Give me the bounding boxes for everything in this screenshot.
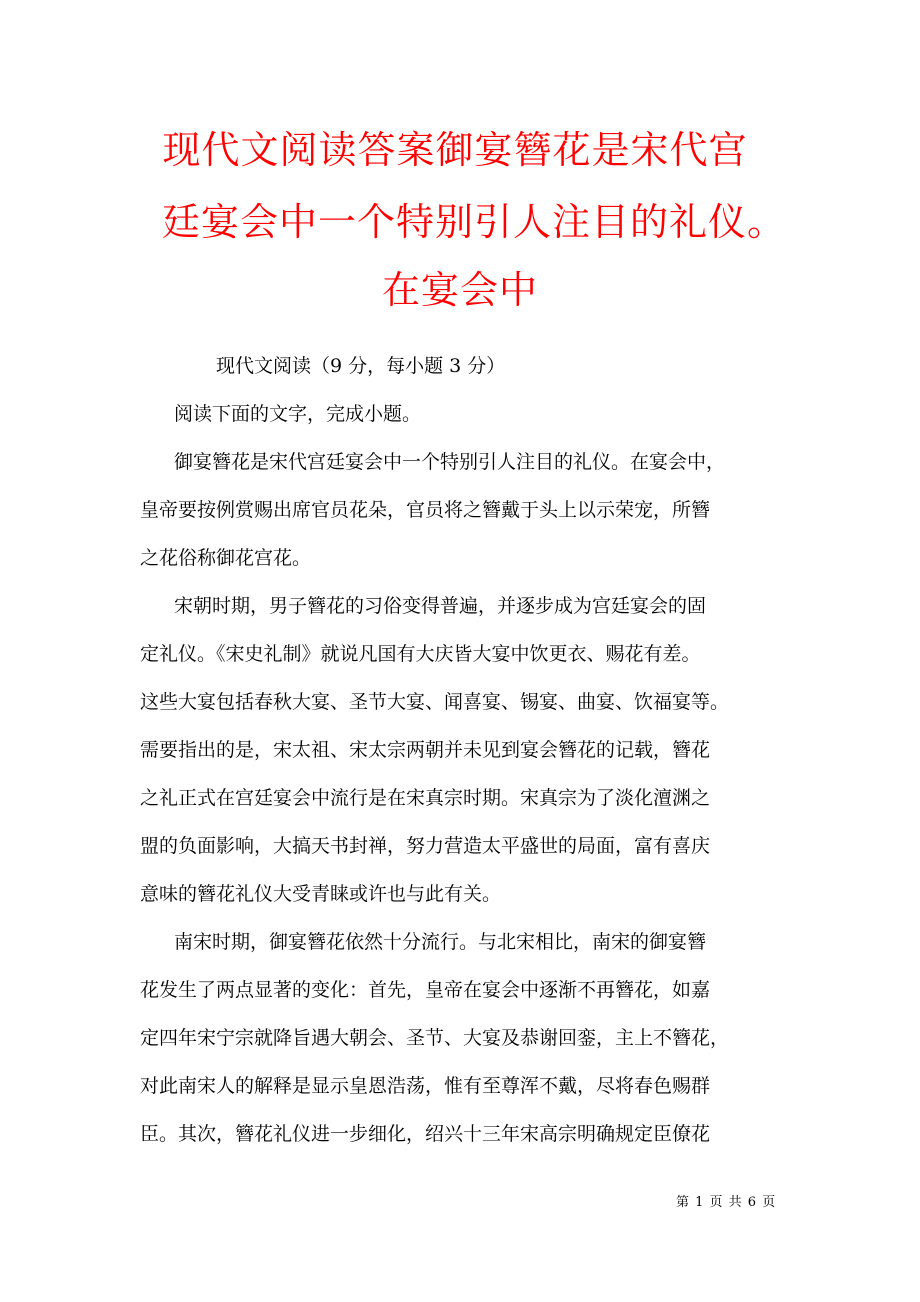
paragraph-3-line-5: 臣。其次，簪花礼仪进一步细化，绍兴十三年宋高宗明确规定臣僚花 xyxy=(140,1123,711,1145)
paragraph-1-line-1: 御宴簪花是宋代宫廷宴会中一个特别引人注目的礼仪。在宴会中， xyxy=(174,451,726,473)
instruction-text: 阅读下面的文字，完成小题。 xyxy=(174,403,422,425)
paragraph-2-line-3: 这些大宴包括春秋大宴、圣节大宴、闻喜宴、锡宴、曲宴、饮福宴等。 xyxy=(140,691,730,713)
paragraph-3-line-3: 定四年宋宁宗就降旨遇大朝会、圣节、大宴及恭谢回銮，主上不簪花， xyxy=(140,1027,730,1049)
paragraph-3-line-1: 南宋时期，御宴簪花依然十分流行。与北宋相比，南宋的御宴簪 xyxy=(174,931,707,953)
paragraph-2-line-5: 之礼正式在宫廷宴会中流行是在宋真宗时期。宋真宗为了淡化澶渊之 xyxy=(140,787,711,809)
section-subtitle: 现代文阅读（9 分，每小题 3 分） xyxy=(216,355,506,377)
paragraph-2-line-6: 盟的负面影响，大搞天书封禅，努力营造太平盛世的局面，富有喜庆 xyxy=(140,835,711,857)
paragraph-2-line-1: 宋朝时期，男子簪花的习俗变得普遍，并逐步成为宫廷宴会的固 xyxy=(174,595,707,617)
paragraph-3-line-4: 对此南宋人的解释是显示皇恩浩荡，惟有至尊浑不戴，尽将春色赐群 xyxy=(140,1075,711,1097)
paragraph-2-line-7: 意味的簪花礼仪大受青睐或许也与此有关。 xyxy=(140,883,502,905)
paragraph-2-line-2: 定礼仪。《宋史礼制》就说凡国有大庆皆大宴中饮更衣、赐花有差。 xyxy=(140,643,701,665)
paragraph-2-line-4: 需要指出的是，宋太祖、宋太宗两朝并未见到宴会簪花的记载，簪花 xyxy=(140,739,711,761)
title-line-1: 现代文阅读答案御宴簪花是宋代宫 xyxy=(162,128,748,172)
title-line-3: 在宴会中 xyxy=(381,268,538,312)
title-line-2: 廷宴会中一个特别引人注目的礼仪。 xyxy=(161,200,786,244)
paragraph-1-line-3: 之花俗称御花宫花。 xyxy=(140,547,312,569)
page-number-footer: 第 1 页 共 6 页 xyxy=(676,1195,777,1210)
paragraph-3-line-2: 花发生了两点显著的变化：首先，皇帝在宴会中逐渐不再簪花，如嘉 xyxy=(140,979,711,1001)
paragraph-1-line-2: 皇帝要按例赏赐出席官员花朵，官员将之簪戴于头上以示荣宠，所簪 xyxy=(140,499,711,521)
